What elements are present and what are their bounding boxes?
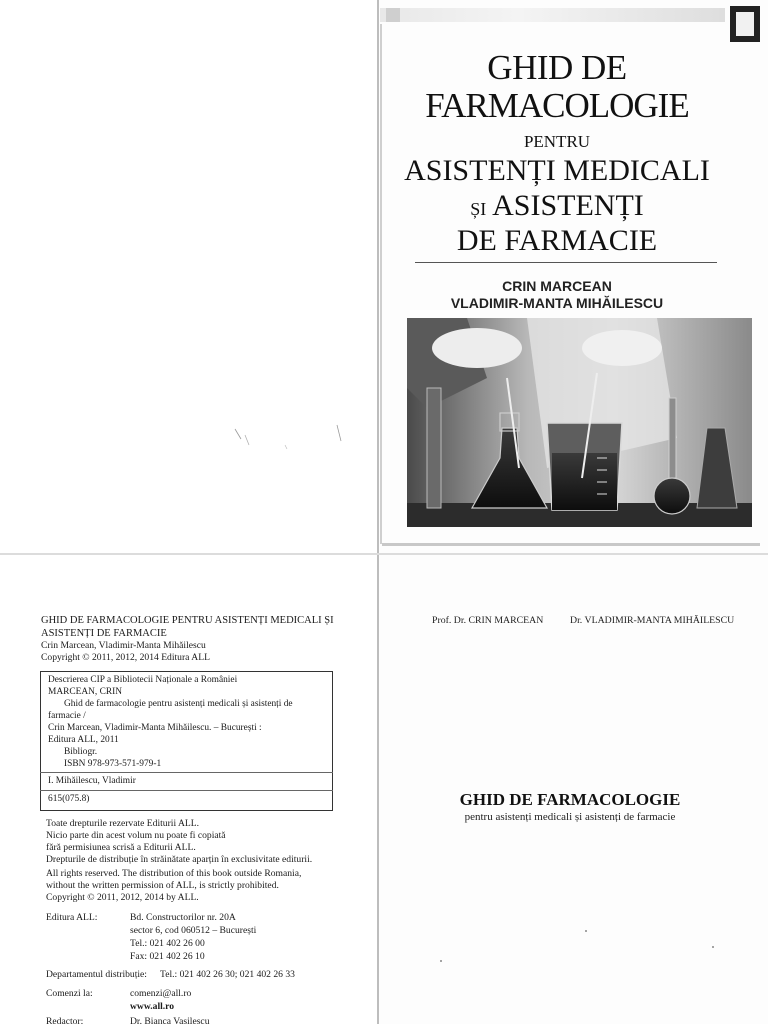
orders-label: Comenzi la: — [46, 988, 93, 999]
cip-line-2: MARCEAN, CRIN — [48, 687, 122, 697]
scan-divider — [0, 553, 768, 555]
orders-email: comenzi@all.ro — [130, 988, 192, 999]
rights-line: All rights reserved. The distribution of this book outside Romania, — [46, 868, 302, 879]
cip-line-6: Editura ALL, 2011 — [48, 735, 119, 745]
cip-separator-2 — [40, 790, 333, 791]
title-page-author-2: Dr. VLADIMIR-MANTA MIHĂILESCU — [570, 615, 735, 626]
lab-glassware-illustration — [407, 318, 752, 527]
distribution-label: Departamentul distribuție: — [46, 969, 147, 980]
scan-speck — [585, 930, 587, 932]
cover-title-line-5-text: ASISTENȚI — [492, 189, 644, 222]
scan-speck — [440, 960, 442, 962]
cip-separator-1 — [40, 772, 333, 773]
cip-line-4: farmacie / — [48, 711, 86, 721]
cip-line-8: ISBN 978-973-571-979-1 — [64, 759, 162, 769]
cover-title-line-4: ASISTENȚI MEDICALI — [404, 154, 710, 187]
cover-author-2: VLADIMIR-MANTA MIHĂILESCU — [450, 295, 664, 311]
rights-line: Copyright © 2011, 2012, 2014 by ALL. — [46, 892, 199, 903]
publisher-street: Bd. Constructorilor nr. 20A — [130, 912, 236, 923]
cip-line-9: I. Mihăilescu, Vladimir — [48, 776, 136, 786]
rights-line: Drepturile de distribuție în străinătate aparțin în exclusivitate editurii. — [46, 854, 313, 865]
colophon-authors: Crin Marcean, Vladimir-Manta Mihăilescu — [41, 640, 206, 651]
cover-bottom-edge — [382, 543, 760, 546]
publisher-label: Editura ALL: — [46, 912, 98, 923]
cover-title-line-3: PENTRU — [523, 132, 591, 151]
editor-name: Dr. Bianca Vasilescu — [130, 1016, 210, 1024]
rights-line: fără permisiunea scrisă a Editurii ALL. — [46, 842, 196, 853]
cover-title-line-5 — [382, 188, 732, 227]
publisher-fax: Fax: 021 402 26 10 — [130, 951, 205, 962]
blank-page — [0, 0, 378, 555]
cip-line-3: Ghid de farmacologie pentru asistenți medicali și asistenți de — [64, 699, 293, 709]
title-page-author-1: Prof. Dr. CRIN MARCEAN — [432, 615, 544, 626]
cover-top-strip — [380, 8, 725, 22]
scan-speck — [712, 946, 714, 948]
pencil-marks — [225, 415, 355, 465]
rights-line: without the written permission of ALL, is strictly prohibited. — [46, 880, 279, 891]
distribution-phones: Tel.: 021 402 26 30; 021 402 26 33 — [160, 969, 295, 980]
colophon-book-title: GHID DE FARMACOLOGIE PENTRU ASISTENȚI MEDICALI ȘI ASISTENȚI DE FARMACIE — [41, 615, 334, 639]
publisher-city: sector 6, cod 060512 – București — [130, 925, 257, 936]
cover-title-line-6: DE FARMACIE — [456, 224, 658, 257]
cip-line-10: 615(075.8) — [48, 794, 90, 804]
cover-title-conjunction: ȘI — [470, 199, 487, 219]
publisher-tel: Tel.: 021 402 26 00 — [130, 938, 205, 949]
rights-line: Toate drepturile rezervate Editurii ALL. — [46, 818, 200, 829]
colophon-copyright: Copyright © 2011, 2012, 2014 Editura ALL — [41, 652, 210, 663]
orders-website: www.all.ro — [130, 1001, 175, 1012]
spine-divider — [377, 0, 379, 1024]
title-page-subtitle: pentru asistenți medicali și asistenți de farmacie — [464, 811, 676, 823]
cover-photo-lab-glassware — [407, 318, 752, 527]
title-page-title: GHID DE FARMACOLOGIE — [459, 790, 681, 809]
cover-author-1: CRIN MARCEAN — [502, 278, 612, 294]
editor-label: Redactor: — [46, 1016, 84, 1024]
cover-title-line-2: FARMACOLOGIE — [425, 86, 689, 125]
cip-line-5: Crin Marcean, Vladimir-Manta Mihăilescu. – București : — [48, 723, 262, 733]
cover-corner-mark — [730, 6, 760, 42]
cip-line-7: Bibliogr. — [64, 747, 98, 757]
cover-divider-rule — [415, 262, 717, 263]
rights-line: Nicio parte din acest volum nu poate fi copiată — [46, 830, 226, 841]
cover-title-line-1: GHID DE — [487, 48, 627, 87]
cip-line-1: Descrierea CIP a Bibliotecii Naționale a României — [48, 675, 238, 685]
